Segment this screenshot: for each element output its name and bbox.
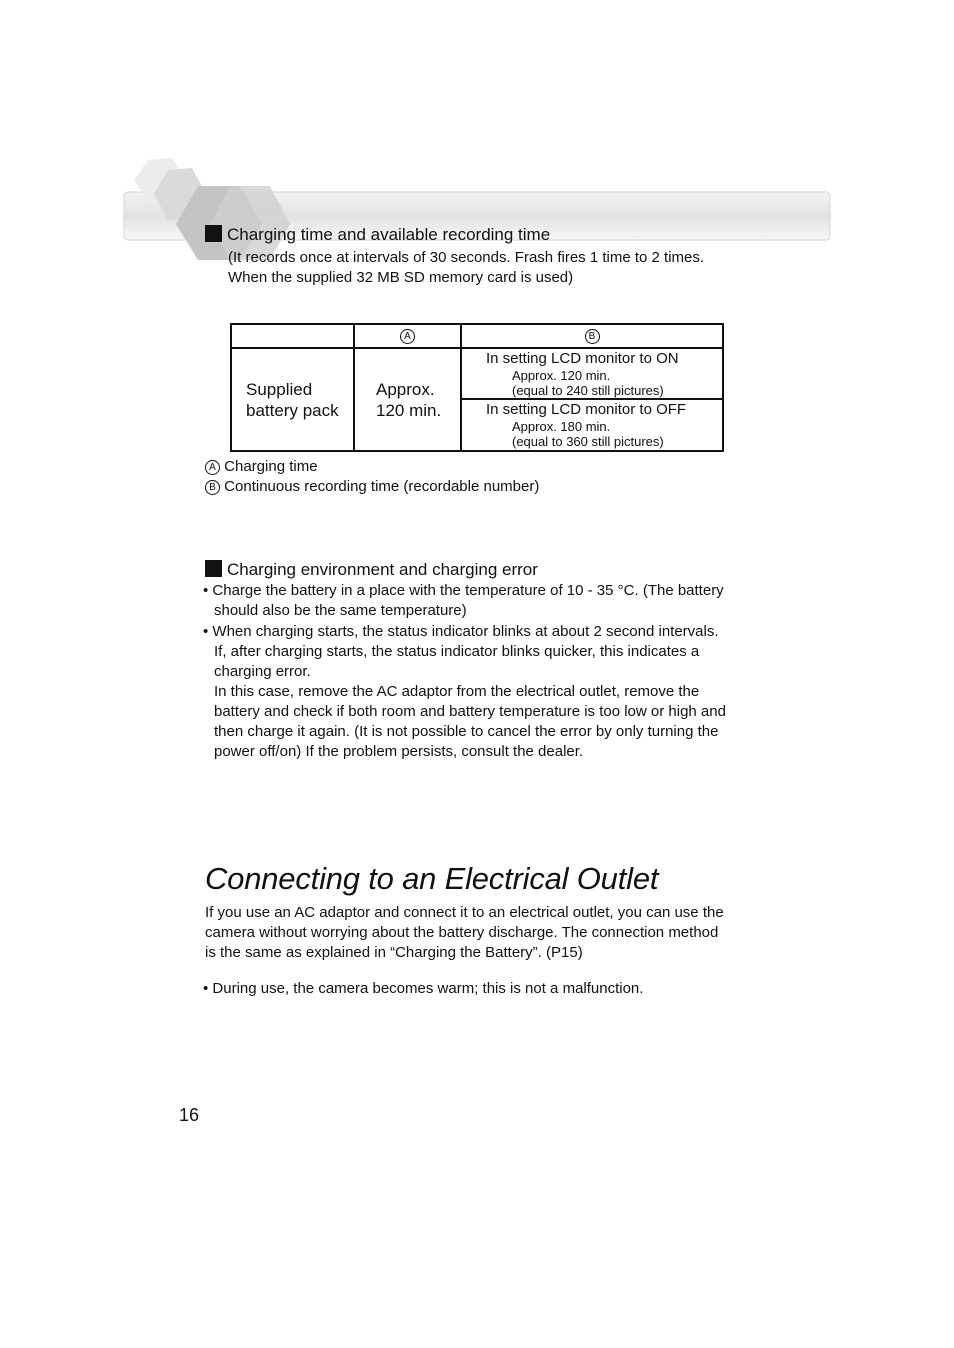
- table-legend: [205, 457, 539, 497]
- column-a-marker: A: [400, 329, 415, 344]
- charging-environment-text: [203, 581, 763, 762]
- page-title: Connecting to an Electrical Outlet: [205, 861, 659, 896]
- legend-b: B Continuous recording time (recordable number): [205, 477, 539, 497]
- bullet-camera-warm: • During use, the camera becomes warm; this is not a malfunction.: [203, 980, 644, 997]
- page-number: 16: [179, 1105, 200, 1125]
- square-bullet-icon: [205, 225, 222, 242]
- square-bullet-icon: [205, 560, 222, 577]
- recording-note: (It records once at intervals of 30 seconds. Frash fires 1 time to 2 times. When the supplied 32 MB SD memory card is used): [228, 249, 705, 286]
- lcd-off-cell: In setting LCD monitor to OFF Approx. 180 min. (equal to 360 still pictures): [461, 399, 723, 451]
- column-b-marker: B: [585, 329, 600, 344]
- bullet-temperature: • Charge the battery in a place with the temperature of 10 - 35 °C. (The battery should also be the same temperature): [203, 582, 724, 619]
- charging-time-table: [230, 323, 724, 452]
- outlet-paragraph: If you use an AC adaptor and connect it to an electrical outlet, you can use the camera without worrying about the battery discharge. The connection method is the same as explained in “Charging the Battery”. (P15): [205, 904, 724, 961]
- charging-time-cell: Approx. 120 min.: [354, 348, 461, 451]
- section-heading-charging-environment: Charging environment and charging error: [205, 560, 538, 580]
- lcd-on-cell: In setting LCD monitor to ON Approx. 120 min. (equal to 240 still pictures): [461, 348, 723, 399]
- section-heading-charging-time: Charging time and available recording time: [205, 225, 550, 245]
- battery-label-cell: Supplied battery pack: [231, 348, 354, 451]
- legend-a: A Charging time: [205, 457, 539, 477]
- bullet-charging-error: • When charging starts, the status indicator blinks at about 2 second intervals. If, after charging starts, the status indicator blinks quicker, this indicates a charging error. In this case, remove the AC adaptor from the electrical outlet, remove the battery and check if both room and battery temperature is too low or high and then charge it again. (It is not possible to cancel the error by only turning the power off/on) If the problem persists, consult the dealer.: [203, 623, 726, 760]
